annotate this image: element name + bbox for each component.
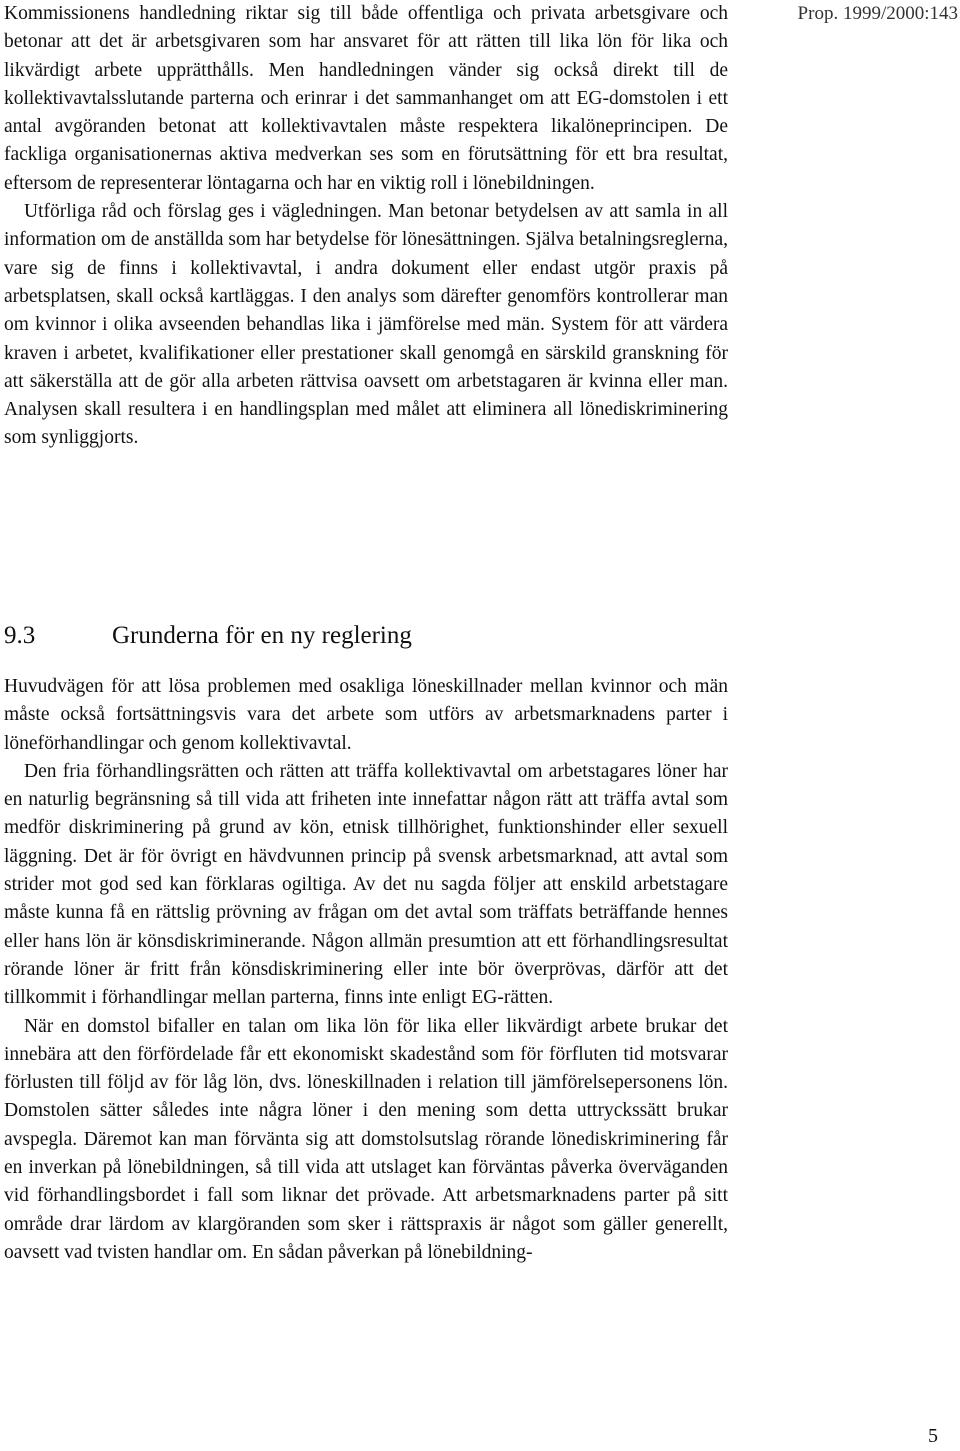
paragraph-court-rulings: När en domstol bifaller en talan om lika lön för lika eller likvärdigt arbete brukar det innebära att den förfördelade får ett ekonomiskt skadestånd som för förfluten tid motsvarar förlusten till följd av för låg lön, dvs. löneskillnaden i relation till jämförelsepersonens lön. Domstolen sätter således inte några löner i den mening som detta uttryckssätt brukar avspegla. Däremot kan man förvänta sig att domstolsutslag rörande lönediskriminering får en inverkan på lönebildningen, så till vida att utslaget kan förväntas påverka överväganden vid förhandlingsbordet i fall som liknar det prövade. Att arbetsmarknadens parter på sitt område drar lärdom av klargöranden som sker i rättspraxis är något som gäller generellt, oavsett vad tvisten handlar om. En sådan påverkan på lönebildning- [4, 1015, 728, 1263]
paragraph-guidance-summary: Kommissionens handledning riktar sig till både offentliga och privata arbetsgivare och betonar att det är arbetsgivaren som har ansvaret för att rätten till lika lön för lika och likvärdigt arbete upprätthålls. Men handledningen vänder sig också direkt till de kollektivavtalsslutande parterna och erinrar i det sammanhanget om att EG-domstolen i ett antal avgöranden betonat att kollektivavtalen måste respektera likalöneprincipen. De fackliga organisationernas aktiva medverkan ses som en förutsättning för ett bra resultat, eftersom de representerar löntagarna och har en viktig roll i lönebildningen. [4, 3, 728, 194]
page-number: 5 [928, 1425, 938, 1447]
section-title: Grunderna för en ny reglering [112, 622, 412, 649]
proposition-reference: Prop. 1999/2000:143 [797, 3, 958, 24]
section-text-block [4, 673, 728, 1267]
paragraph-main-route: Huvudvägen för att lösa problemen med osakliga löneskillnader mellan kvinnor och män måste också fortsättningsvis vara det arbete som utförs av arbetsmarknadens parter i löneförhandlingar och genom kollektivavtal. [4, 676, 728, 754]
paragraph-guidance-details: Utförliga råd och förslag ges i vägledningen. Man betonar betydelsen av att samla in all information om de anställda som har betydelse för lönesättningen. Själva betalningsreglerna, vare sig de finns i kollektivavtal, i andra dokument eller endast utgör praxis på arbetsplatsen, skall också kartläggas. I den analys som därefter genomförs kontrollerar man om kvinnor i olika avseenden behandlas lika i jämförelse med män. System för att värdera kraven i arbetet, kvalifikationer eller prestationer skall genomgå en särskild granskning för att säkerställa att de gör alla arbeten rättvisa oavsett om arbetstagaren är kvinna eller man. Analysen skall resultera i en handlingsplan med målet att eliminera all lönediskriminering som synliggjorts. [4, 201, 728, 449]
section-heading [4, 618, 728, 654]
paragraph-negotiation-rights: Den fria förhandlingsrätten och rätten att träffa kollektivavtal om arbetstagares löner har en naturlig begränsning så till vida att friheten inte innefattar någon rätt att träffa avtal som medför diskriminering på grund av kön, etnisk tillhörighet, funktionshinder eller sexuell läggning. Det är för övrigt en hävdvunnen princip på svensk arbetsmarknad, att avtal som strider mot god sed kan förklaras ogiltiga. Av det nu sagda följer att enskild arbetstagare måste kunna få en rättslig prövning av frågan om det avtal som träffats beträffande hennes eller hans lön är könsdiskriminerande. Någon allmän presumtion att ett förhandlingsresultat rörande löner är fritt från könsdiskriminering eller inte bör överprövas, därför att det tillkommit i förhandlingar mellan parterna, finns inte enligt EG-rätten. [4, 760, 728, 1009]
section-number: 9.3 [4, 622, 36, 649]
top-text-block [4, 0, 728, 453]
